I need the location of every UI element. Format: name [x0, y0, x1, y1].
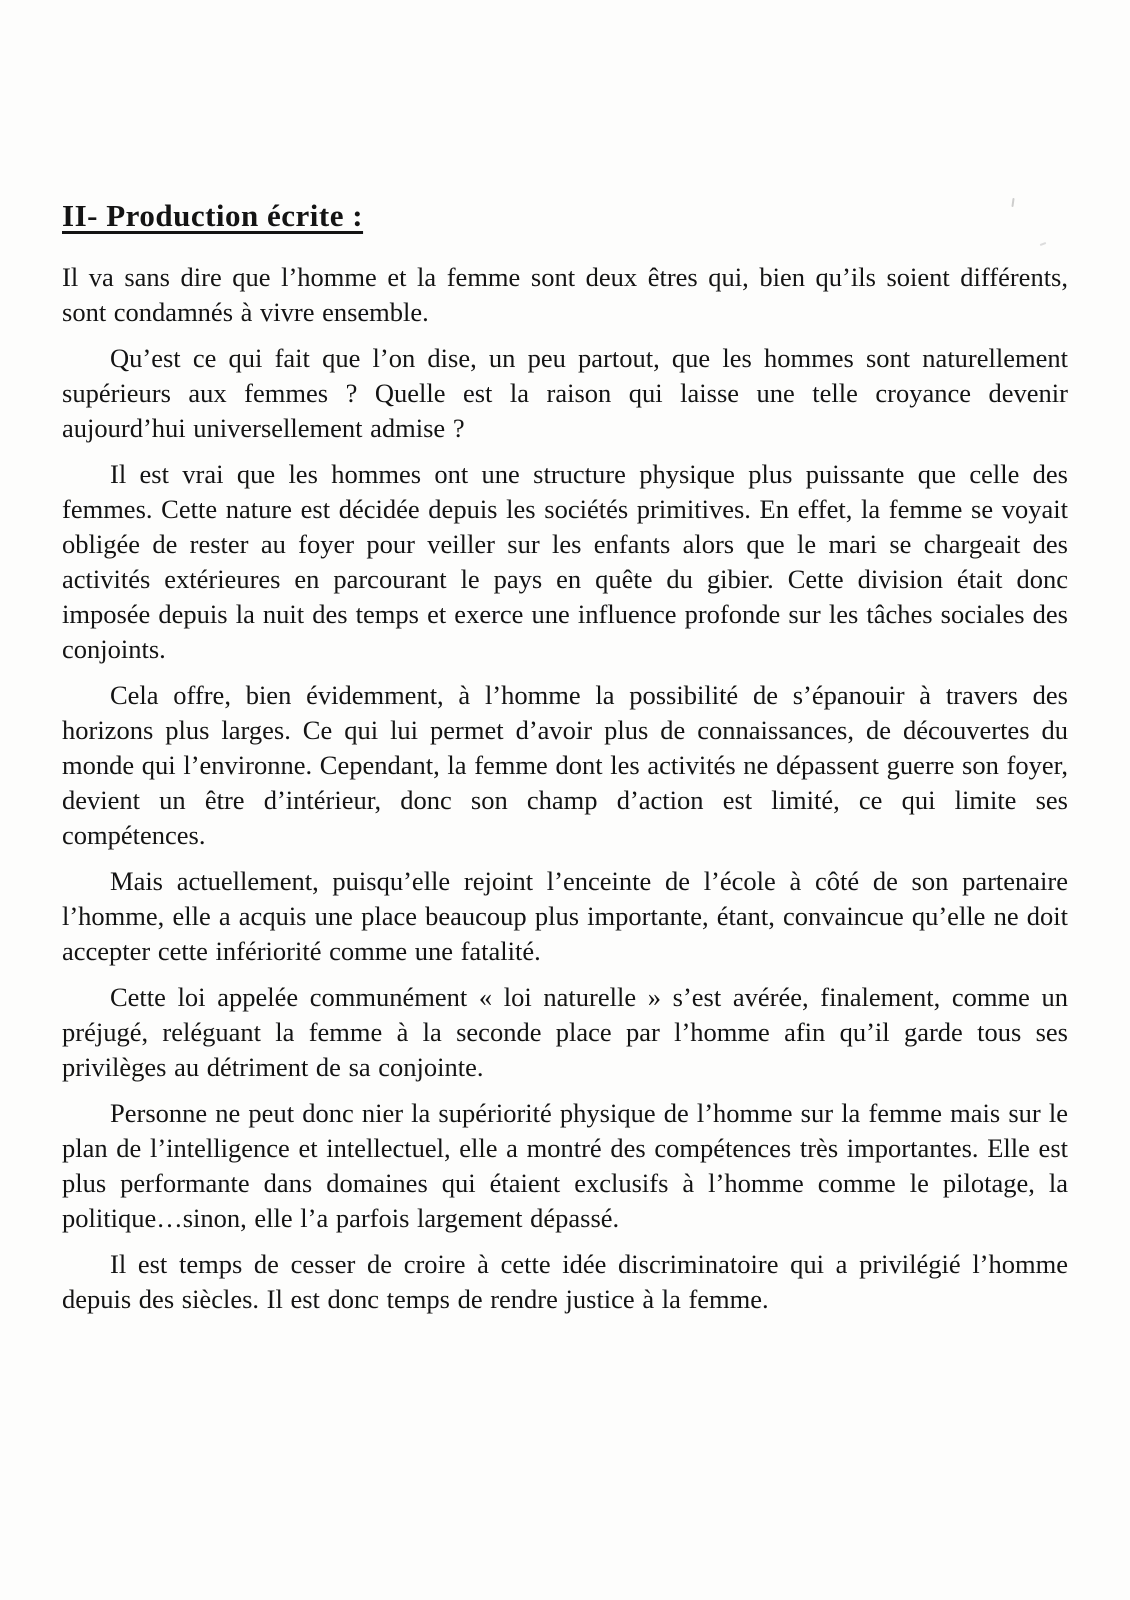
paragraph-horizons: Cela offre, bien évidemment, à l’homme la possibilité de s’épanouir à travers des horizons plus larges. Ce qui lui permet d’avoir plus de connaissances, de découvertes du monde qui l’environne. Cependant, la femme dont les activités ne dépassent guerre son foyer, devient un être d’intérieur, donc son champ d’action est limité, ce qui limite ses compétences.	[62, 680, 1068, 850]
paragraph-physical-structure: Il est vrai que les hommes ont une structure physique plus puissante que celle des femmes. Cette nature est décidée depuis les sociétés primitives. En effet, la femme se voyait obligée de rester au foyer pour veiller sur les enfants alors que le mari se chargeait des activités extérieures en parcourant le pays en quête du gibier. Cette division était donc imposée depuis la nuit des temps et exerce une influence profonde sur les tâches sociales des conjoints.	[62, 459, 1068, 664]
paragraph-conclusion: Il est temps de cesser de croire à cette idée discriminatoire qui a privilégié l’homme depuis des siècles. Il est donc temps de rendre justice à la femme.	[62, 1249, 1068, 1314]
paragraph-intro: Il va sans dire que l’homme et la femme sont deux êtres qui, bien qu’ils soient différents, sont condamnés à vivre ensemble.	[62, 262, 1068, 327]
paragraph-natural-law: Cette loi appelée communément « loi naturelle » s’est avérée, finalement, comme un préjugé, reléguant la femme à la seconde place par l’homme afin qu’il garde tous ses privilèges au détriment de sa conjointe.	[62, 982, 1068, 1082]
title-row	[62, 198, 1068, 250]
paragraph-question: Qu’est ce qui fait que l’on dise, un peu partout, que les hommes sont naturellement supérieurs aux femmes ? Quelle est la raison qui laisse une telle croyance devenir aujourd’hui universellement admise ?	[62, 343, 1068, 443]
section-title: II- Production écrite :	[62, 198, 364, 233]
paragraph-competences: Personne ne peut donc nier la supériorité physique de l’homme sur la femme mais sur le plan de l’intelligence et intellectuel, elle a montré des compétences très importantes. Elle est plus performante dans domaines qui étaient exclusifs à l’homme comme le pilotage, la politique…sinon, elle l’a parfois largement dépassé.	[62, 1098, 1068, 1233]
paragraph-school: Mais actuellement, puisqu’elle rejoint l’enceinte de l’école à côté de son partenaire l’homme, elle a acquis une place beaucoup plus importante, étant, convaincue qu’elle ne doit accepter cette infériorité comme une fatalité.	[62, 866, 1068, 966]
